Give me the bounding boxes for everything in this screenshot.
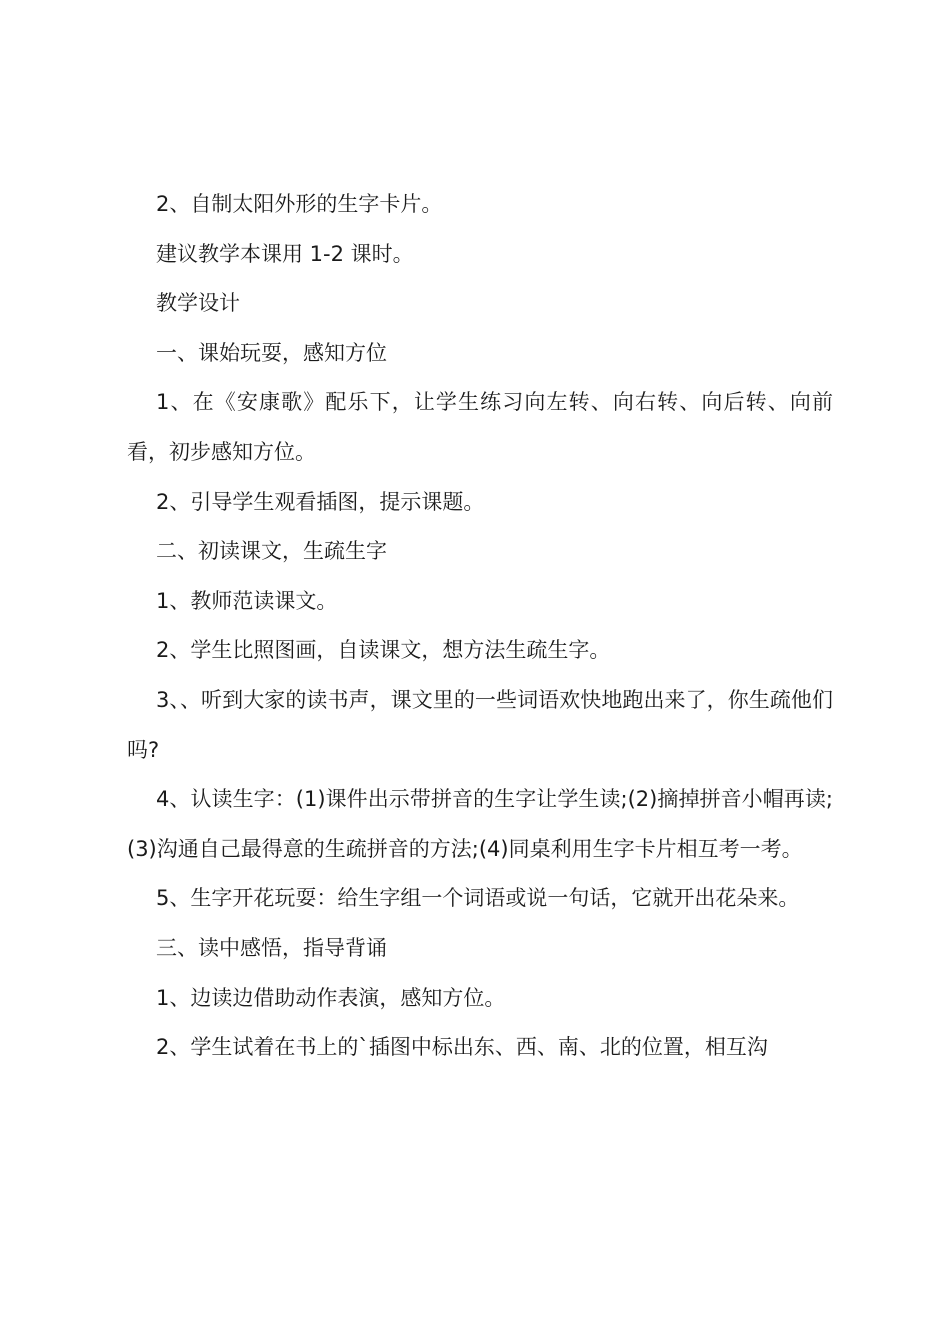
paragraph-part-2-item-4: 4、认读生字：(1)课件出示带拼音的生字让学生读;(2)摘掉拼音小帽再读;(3)沟通自己最得意的生疏拼音的方法;(4)同桌利用生字卡片相互考一考。: [127, 787, 833, 861]
paragraph-part-2-item-2: 2、学生比照图画，自读课文，想方法生疏生字。: [156, 638, 611, 663]
section-heading-part-3: 三、读中感悟，指导背诵: [156, 935, 387, 960]
paragraph-part-3-item-2: 2、学生试着在书上的`插图中标出东、西、南、北的位置，相互沟: [156, 1035, 768, 1060]
section-heading-part-2: 二、初读课文，生疏生字: [156, 539, 387, 564]
paragraph-materials-item-2: 2、自制太阳外形的生字卡片。: [156, 192, 443, 216]
paragraph-part-2-item-1: 1、教师范读课文。: [156, 588, 338, 613]
section-heading-teaching-design: 教学设计: [156, 291, 240, 316]
paragraph-part-1-item-1: 1、在《安康歌》配乐下，让学生练习向左转、向右转、向后转、向前看，初步感知方位。: [127, 390, 833, 464]
paragraph-lesson-hours: 建议教学本课用 1-2 课时。: [156, 241, 414, 266]
paragraph-part-3-item-1: 1、边读边借助动作表演，感知方位。: [156, 985, 506, 1010]
document-body: [127, 180, 833, 1073]
paragraph-part-2-item-5: 5、生字开花玩耍：给生字组一个词语或说一句话，它就开出花朵来。: [156, 886, 800, 911]
paragraph-part-2-item-3: 3、、听到大家的读书声，课文里的一些词语欢快地跑出来了，你生疏他们吗?: [127, 687, 833, 762]
paragraph-part-1-item-2: 2、引导学生观看插图，提示课题。: [156, 489, 485, 514]
section-heading-part-1: 一、课始玩耍，感知方位: [156, 340, 387, 365]
